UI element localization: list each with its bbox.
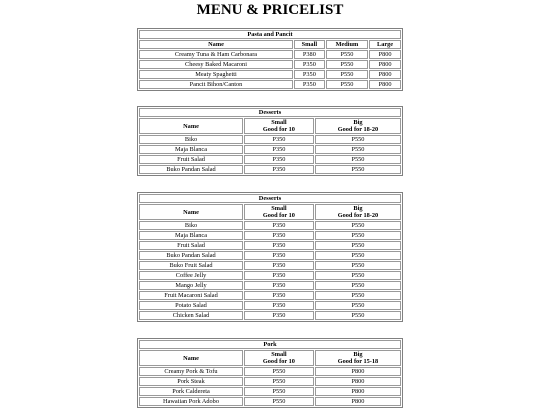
table-row	[139, 145, 401, 154]
size-label: Big	[353, 205, 363, 212]
table-row	[139, 271, 401, 280]
serving-label: Good for 18-20	[337, 212, 379, 219]
size-label: Small	[271, 351, 287, 358]
column-header-small	[244, 350, 314, 366]
table-row	[139, 261, 401, 270]
item-name: Potato Salad	[139, 301, 243, 310]
item-name: Buko Fruit Salad	[139, 261, 243, 270]
serving-label: Good for 18-20	[337, 126, 379, 133]
price-big: P800	[315, 387, 401, 396]
price-small: P350	[244, 165, 314, 174]
item-name: Biko	[139, 221, 243, 230]
serving-label: Good for 10	[262, 358, 295, 365]
table-row	[139, 251, 401, 260]
column-header-name: Name	[139, 204, 243, 220]
column-header-name: Name	[139, 118, 243, 134]
column-header-small	[244, 204, 314, 220]
table-row	[139, 60, 401, 69]
table-row	[139, 311, 401, 320]
item-name: Fruit Macaroni Salad	[139, 291, 243, 300]
table-row	[139, 291, 401, 300]
table-row	[139, 281, 401, 290]
price-big: P550	[315, 221, 401, 230]
item-name: Creamy Tuna & Ham Carbonara	[139, 50, 293, 59]
price-small: P350	[294, 70, 325, 79]
price-big: P550	[315, 291, 401, 300]
price-small: P350	[244, 241, 314, 250]
price-small: P350	[294, 80, 325, 89]
column-header-large: Large	[369, 40, 401, 49]
item-name: Maja Blanca	[139, 231, 243, 240]
price-big: P550	[315, 241, 401, 250]
item-name: Fruit Salad	[139, 241, 243, 250]
price-small: P550	[244, 397, 314, 406]
table-row	[139, 80, 401, 89]
table-caption: Pasta and Pancit	[139, 30, 401, 39]
desserts-full-table	[137, 192, 403, 322]
price-small: P350	[244, 155, 314, 164]
item-name: Hawaiian Pork Adobo	[139, 397, 243, 406]
table-row	[139, 70, 401, 79]
page-title: MENU & PRICELIST	[196, 2, 344, 18]
item-name: Pancit Bihon/Canton	[139, 80, 293, 89]
table-row	[139, 241, 401, 250]
table-row	[139, 155, 401, 164]
desserts-table	[137, 106, 403, 176]
column-header-big	[315, 204, 401, 220]
price-big: P550	[315, 155, 401, 164]
pasta-pancit-table	[137, 28, 403, 91]
size-label: Small	[271, 205, 287, 212]
size-label: Big	[353, 119, 363, 126]
price-small: P350	[244, 251, 314, 260]
price-small: P350	[244, 291, 314, 300]
column-header-name: Name	[139, 40, 293, 49]
price-small: P350	[244, 135, 314, 144]
price-small: P350	[244, 311, 314, 320]
item-name: Cheesy Baked Macaroni	[139, 60, 293, 69]
price-small: P550	[244, 367, 314, 376]
price-medium: P550	[326, 80, 368, 89]
table-row	[139, 377, 401, 386]
table-caption: Pork	[139, 340, 401, 349]
price-small: P350	[244, 281, 314, 290]
table-row	[139, 50, 401, 59]
price-small: P350	[244, 231, 314, 240]
serving-label: Good for 15-18	[337, 358, 379, 365]
price-small: P550	[244, 377, 314, 386]
table-row	[139, 367, 401, 376]
price-big: P550	[315, 281, 401, 290]
column-header-big	[315, 350, 401, 366]
price-big: P550	[315, 135, 401, 144]
item-name: Biko	[139, 135, 243, 144]
price-small: P350	[294, 60, 325, 69]
item-name: Pork Caldereta	[139, 387, 243, 396]
price-large: P800	[369, 80, 401, 89]
item-name: Coffee Jelly	[139, 271, 243, 280]
column-header-small	[244, 118, 314, 134]
price-small: P350	[244, 221, 314, 230]
item-name: Fruit Salad	[139, 155, 243, 164]
column-header-small: Small	[294, 40, 325, 49]
table-caption: Desserts	[139, 194, 401, 203]
table-row	[139, 387, 401, 396]
item-name: Meaty Spaghetti	[139, 70, 293, 79]
table-row	[139, 165, 401, 174]
column-header-medium: Medium	[326, 40, 368, 49]
price-small: P350	[244, 301, 314, 310]
price-big: P800	[315, 367, 401, 376]
price-large: P800	[369, 60, 401, 69]
table-row	[139, 231, 401, 240]
item-name: Buko Pandan Salad	[139, 251, 243, 260]
price-big: P550	[315, 231, 401, 240]
item-name: Chicken Salad	[139, 311, 243, 320]
price-small: P350	[244, 261, 314, 270]
price-large: P800	[369, 70, 401, 79]
price-medium: P550	[326, 50, 368, 59]
size-label: Big	[353, 351, 363, 358]
item-name: Buko Pandan Salad	[139, 165, 243, 174]
price-big: P800	[315, 377, 401, 386]
price-big: P550	[315, 145, 401, 154]
table-row	[139, 301, 401, 310]
size-label: Small	[271, 119, 287, 126]
price-big: P550	[315, 261, 401, 270]
price-big: P550	[315, 251, 401, 260]
price-small: P550	[244, 387, 314, 396]
price-medium: P550	[326, 70, 368, 79]
item-name: Mango Jelly	[139, 281, 243, 290]
price-big: P800	[315, 397, 401, 406]
table-caption: Desserts	[139, 108, 401, 117]
price-medium: P550	[326, 60, 368, 69]
item-name: Pork Steak	[139, 377, 243, 386]
table-row	[139, 135, 401, 144]
item-name: Maja Blanca	[139, 145, 243, 154]
price-big: P550	[315, 271, 401, 280]
price-big: P550	[315, 165, 401, 174]
serving-label: Good for 10	[262, 126, 295, 133]
price-big: P550	[315, 311, 401, 320]
pork-table	[137, 338, 403, 408]
serving-label: Good for 10	[262, 212, 295, 219]
price-small: P350	[244, 271, 314, 280]
item-name: Creamy Pork & Tofu	[139, 367, 243, 376]
table-row	[139, 221, 401, 230]
column-header-name: Name	[139, 350, 243, 366]
price-big: P550	[315, 301, 401, 310]
price-large: P800	[369, 50, 401, 59]
price-small: P380	[294, 50, 325, 59]
column-header-big	[315, 118, 401, 134]
price-small: P350	[244, 145, 314, 154]
